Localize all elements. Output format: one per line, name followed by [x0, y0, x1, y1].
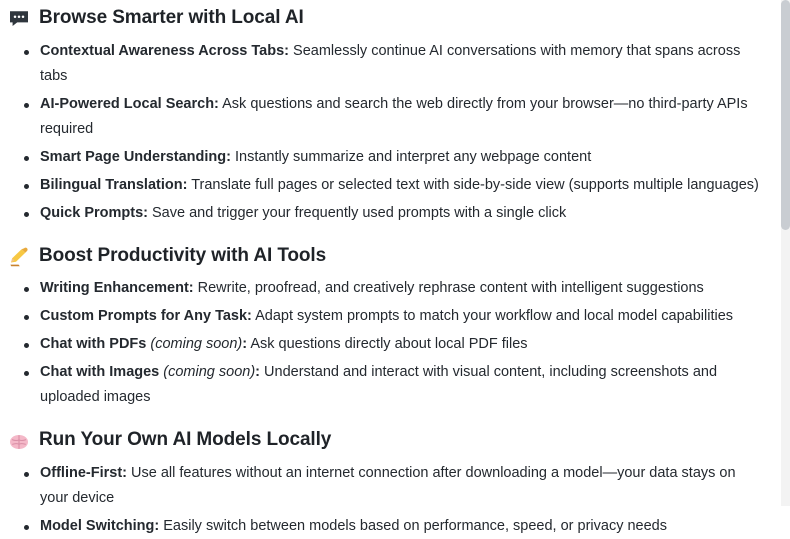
list-item [8, 173, 760, 198]
list-item-label: AI-Powered Local Search: [40, 95, 219, 112]
list-item-text: Save and trigger your frequently used prompts with a single click [147, 204, 567, 221]
list-item-note: (coming soon) [146, 336, 243, 353]
list-item-note: (coming soon) [159, 364, 256, 381]
list-item [8, 360, 760, 410]
brain-icon [8, 431, 30, 453]
list-item-label: Quick Prompts: [40, 204, 148, 221]
list-item-label: Chat with PDFs [40, 336, 147, 353]
list-item-label: Contextual Awareness Across Tabs: [40, 42, 289, 59]
list-item-text: Use all features without an internet connection after downloading a model—your data stays on your device [40, 465, 736, 507]
list-item-label-suffix: : [255, 364, 260, 381]
list-item-label: Model Switching: [40, 518, 160, 535]
list-item [8, 304, 760, 329]
feature-list [8, 461, 760, 539]
section-title: Boost Productivity with AI Tools [39, 244, 327, 266]
section-run-models-locally [8, 428, 760, 539]
list-item-text: Ask questions and search the web directly from your browser—no third-party APIs required [40, 95, 748, 137]
section-heading [8, 428, 760, 453]
list-item-label: Writing Enhancement: [40, 280, 194, 297]
feature-list [8, 276, 760, 410]
list-item-label-suffix: : [242, 336, 248, 353]
list-item [8, 276, 760, 301]
section-title: Run Your Own AI Models Locally [39, 429, 332, 451]
list-item-text: Understand and interact with visual content, including screenshots and uploaded images [40, 364, 718, 406]
list-item [8, 39, 760, 89]
vertical-scrollbar-track[interactable] [781, 0, 790, 506]
list-item-label: Smart Page Understanding: [40, 148, 231, 165]
list-item-label: Custom Prompts for Any Task: [40, 308, 252, 325]
list-item-text: Seamlessly continue AI conversations with memory that spans across tabs [40, 42, 741, 84]
section-browse-smarter [8, 6, 760, 226]
list-item [8, 514, 760, 539]
list-item-text: Ask questions directly about local PDF files [247, 336, 528, 353]
list-item-text: Translate full pages or selected text with side-by-side view (supports multiple languages) [187, 176, 759, 193]
list-item-text: Adapt system prompts to match your workflow and local model capabilities [251, 308, 734, 325]
list-item-label: Offline-First: [40, 465, 127, 482]
section-boost-productivity [8, 244, 760, 411]
list-item-text: Rewrite, proofread, and creatively rephrase content with intelligent suggestions [193, 280, 704, 297]
feature-list [8, 39, 760, 226]
writing-hand-icon [8, 246, 30, 268]
section-title: Browse Smarter with Local AI [39, 7, 304, 28]
speech-bubble-icon [8, 8, 30, 30]
list-item-text: Instantly summarize and interpret any webpage content [230, 148, 592, 165]
vertical-scrollbar-thumb[interactable] [781, 0, 790, 230]
list-item [8, 332, 760, 357]
list-item [8, 145, 760, 170]
section-heading [8, 244, 760, 269]
list-item-text: Easily switch between models based on performance, speed, or privacy needs [159, 518, 667, 535]
section-heading [8, 6, 760, 31]
list-item [8, 461, 760, 511]
list-item [8, 201, 760, 226]
list-item-label: Chat with Images [40, 364, 160, 381]
list-item-label: Bilingual Translation: [40, 176, 188, 193]
list-item [8, 92, 760, 142]
